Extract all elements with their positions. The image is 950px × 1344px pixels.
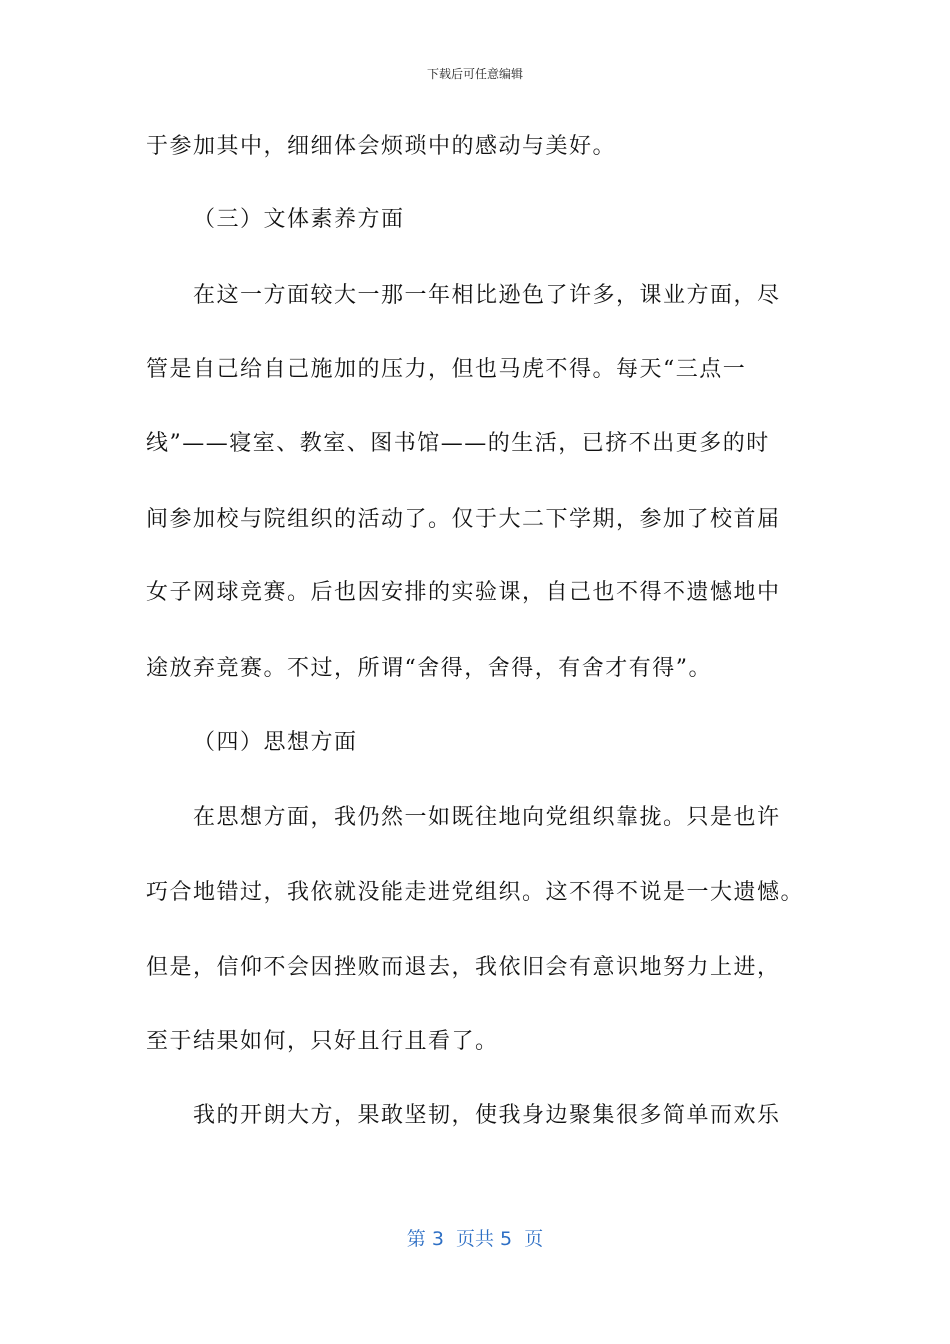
- body-line-5: 线”——寝室、教室、图书馆——的生活，已挤不出更多的时: [146, 431, 770, 456]
- page-header: 下载后可任意编辑: [426, 67, 523, 81]
- body-line-14: 我的开朗大方，果敢坚韧，使我身边聚集很多简单而欢乐: [193, 1103, 781, 1128]
- body-line-1: 于参加其中，细细体会烦琐中的感动与美好。: [146, 134, 617, 159]
- body-line-7: 女子网球竞赛。后也因安排的实验课，自己也不得不遗憾地中: [146, 580, 781, 605]
- page-number-footer: 第 3 页共 5 页: [406, 1228, 544, 1250]
- body-line-11: 巧合地错过，我依就没能走进党组织。这不得不说是一大遗憾。: [146, 880, 805, 905]
- body-line-6: 间参加校与院组织的活动了。仅于大二下学期，参加了校首届: [146, 507, 781, 532]
- body-line-8: 途放弃竞赛。不过，所谓“舍得，舍得，有舍才有得”。: [146, 656, 712, 681]
- body-line-13: 至于结果如何，只好且行且看了。: [146, 1029, 499, 1054]
- body-line-10: 在思想方面，我仍然一如既往地向党组织靠拢。只是也许: [193, 805, 781, 830]
- body-line-4: 管是自己给自己施加的压力，但也马虎不得。每天“三点一: [146, 357, 747, 382]
- section-heading-3: （三）文体素养方面: [193, 207, 405, 232]
- body-line-3: 在这一方面较大一那一年相比逊色了许多，课业方面，尽: [193, 283, 781, 308]
- section-heading-4: （四）思想方面: [193, 730, 358, 755]
- body-line-12: 但是，信仰不会因挫败而退去，我依旧会有意识地努力上进，: [146, 955, 781, 980]
